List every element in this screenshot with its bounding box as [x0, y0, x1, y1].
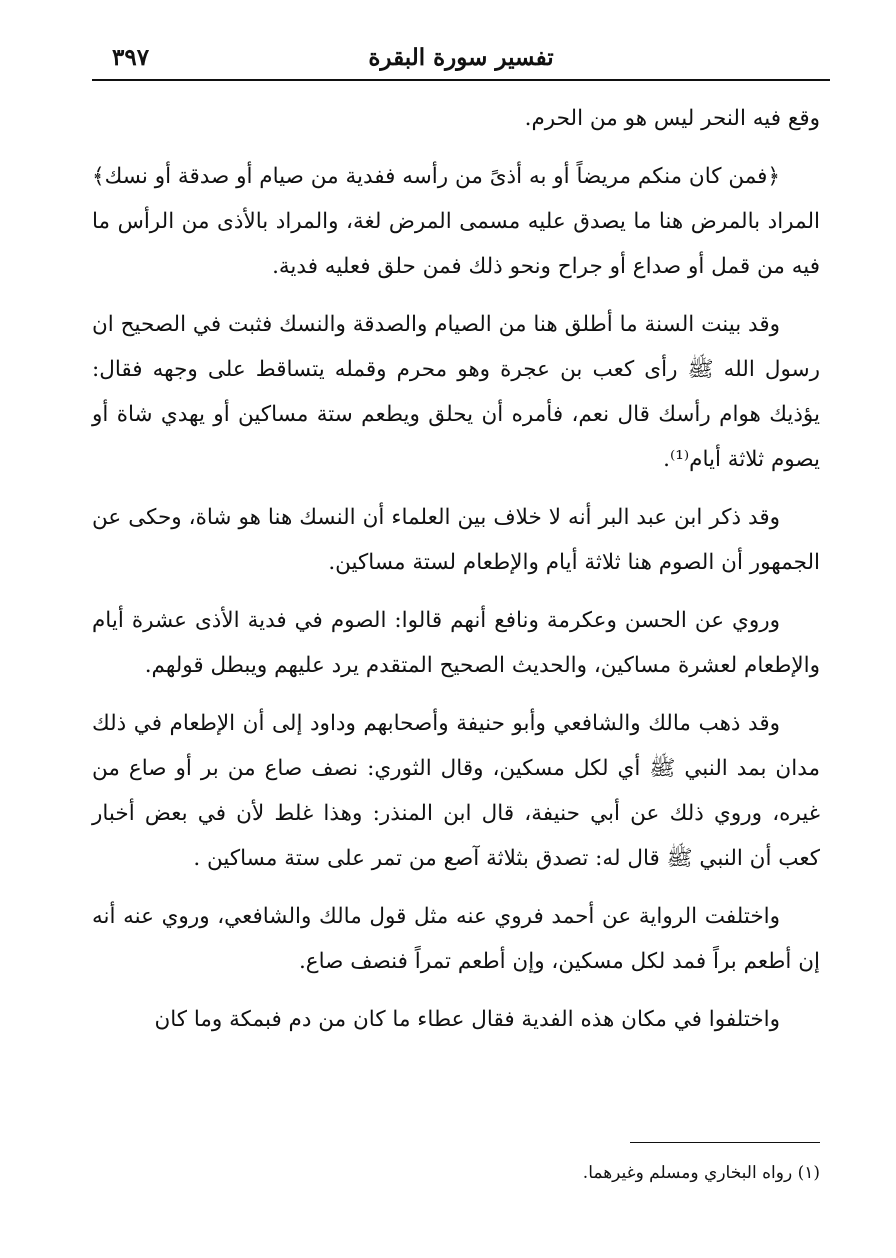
paragraph-7: واختلفت الرواية عن أحمد فروي عنه مثل قول مالك والشافعي، وروي عنه أنه إن أطعم براً فمد لكل مسكين، وإن أطعم تمراً فنصف صاع. — [92, 904, 820, 974]
paragraph-1: وقع فيه النحر ليس هو من الحرم. — [524, 106, 820, 131]
paragraph-5: وروي عن الحسن وعكرمة ونافع أنهم قالوا: الصوم في فدية الأذى عشرة أيام والإطعام لعشرة مساكين، والحديث الصحيح المتقدم يرد عليهم ويبطل قولهم. — [92, 608, 820, 678]
page-header — [92, 38, 830, 74]
footnote: (١) رواه البخاري ومسلم وغيرهما. — [582, 1163, 820, 1183]
header-divider — [92, 79, 830, 81]
footnote-divider — [630, 1142, 820, 1143]
page-number: ٣٩٧ — [112, 44, 150, 71]
running-title: تفسير سورة البقرة — [368, 44, 554, 71]
main-text — [92, 96, 820, 1055]
paragraph-3: وقد بينت السنة ما أطلق هنا من الصيام والصدقة والنسك فثبت في الصحيح ان رسول الله ﷺ رأى كعب بن عجرة وهو محرم وقمله يتساقط على وجهه فقال: يؤذيك هوام رأسك قال نعم، فأمره أن يحلق ويطعم ستة مساكين أو يهدي شاة أو يصوم ثلاثة أيام⁽¹⁾. — [92, 312, 820, 472]
paragraph-4: وقد ذكر ابن عبد البر أنه لا خلاف بين العلماء أن النسك هنا هو شاة، وحكى عن الجمهور أن الصوم هنا ثلاثة أيام والإطعام لستة مساكين. — [92, 505, 820, 575]
paragraph-2: ﴿فمن كان منكم مريضاً أو به أذىً من رأسه ففدية من صيام أو صدقة أو نسك﴾ المراد بالمرض هنا ما يصدق عليه مسمى المرض لغة، والمراد بالأذى من الرأس ما فيه من قمل أو صداع أو جراح ونحو ذلك فمن حلق فعليه فدية. — [92, 164, 820, 279]
paragraph-8: واختلفوا في مكان هذه الفدية فقال عطاء ما كان من دم فبمكة وما كان — [154, 1007, 780, 1032]
paragraph-6: وقد ذهب مالك والشافعي وأبو حنيفة وأصحابهم وداود إلى أن الإطعام في ذلك مدان بمد النبي ﷺ أي لكل مسكين، وقال الثوري: نصف صاع من بر أو صاع من غيره، وروي ذلك عن أبي حنيفة، قال ابن المنذر: وهذا غلط لأن في بعض أخبار كعب أن النبي ﷺ قال له: تصدق بثلاثة آصع من تمر على ستة مساكين . — [92, 711, 820, 871]
